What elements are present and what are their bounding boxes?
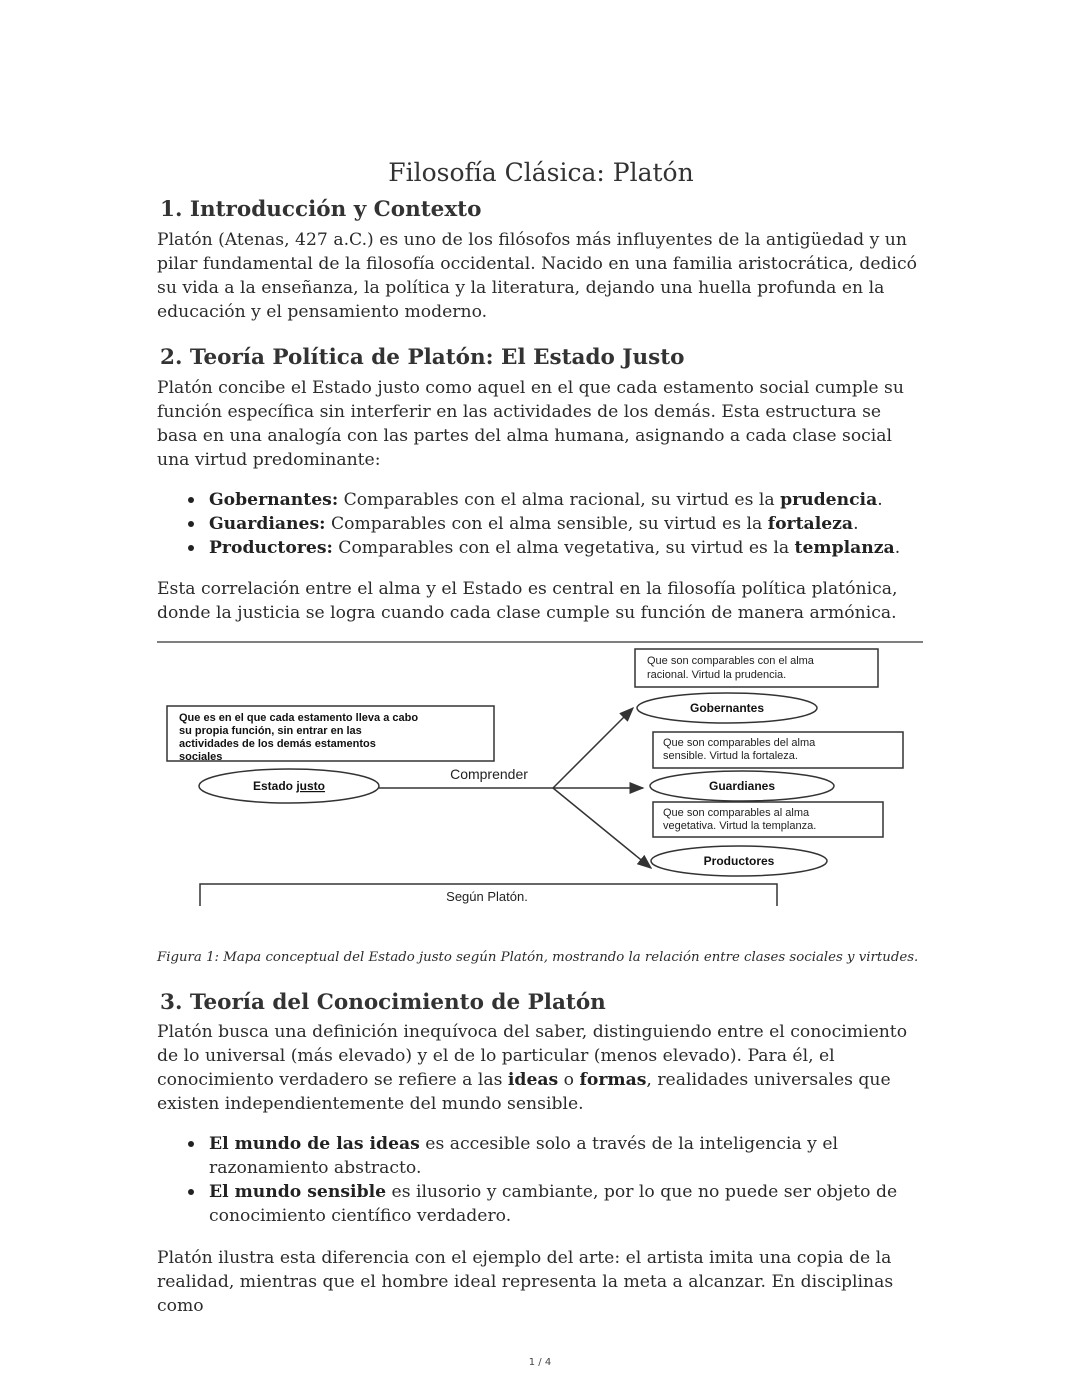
list-item: El mundo sensible es ilusorio y cambiante, por lo que no puede ser objeto de conocimiento científico verdadero.: [209, 1180, 925, 1228]
gobernantes-label: Gobernantes: [689, 701, 765, 715]
list-item: El mundo de las ideas es accesible solo a través de la inteligencia y el razonamiento abstracto.: [209, 1132, 925, 1180]
concept-map-diagram: [157, 636, 925, 912]
definition-text: Que es en el que cada estamento lleva a cabo su propia función, sin entrar en las actividades de los demás estamentos sociales: [179, 712, 419, 763]
list-item: Productores: Comparables con el alma vegetativa, su virtud es la templanza.: [209, 536, 925, 560]
page-number: 1 / 4: [528, 1357, 552, 1368]
knowledge-closing-paragraph: Platón ilustra esta diferencia con el ejemplo del arte: el artista imita una copia de la realidad, mientras que el hombre ideal representa la meta a alcanzar. En disciplinas como: [157, 1248, 894, 1316]
estado-justo-label: Estado justo: [252, 779, 326, 793]
politics-paragraph: Platón concibe el Estado justo como aquel en el que cada estamento social cumple su función específica sin interferir en las actividades de los demás. Esta estructura se basa en una analogía con las partes del alma humana, asignando a cada clase social una virtud predominante:: [157, 378, 904, 470]
productores-label: Productores: [703, 854, 775, 868]
arrow-gobernantes: [553, 708, 633, 788]
vegetativa-text: Que son comparables al alma vegetativa. Virtud la templanza.: [663, 807, 817, 832]
racional-text: Que son comparables con el alma racional. Virtud la prudencia.: [647, 655, 814, 681]
section-heading-politics: 2. Teoría Política de Platón: El Estado Justo: [160, 345, 685, 370]
figure-caption: Figura 1: Mapa conceptual del Estado justo según Platón, mostrando la relación entre clases sociales y virtudes.: [157, 950, 919, 965]
list-item: Gobernantes: Comparables con el alma racional, su virtud es la prudencia.: [209, 488, 925, 512]
segun-label: Según Platón.: [446, 889, 528, 904]
page-title: Filosofía Clásica: Platón: [388, 158, 694, 187]
section-heading-knowledge: 3. Teoría del Conocimiento de Platón: [160, 990, 606, 1015]
comprender-label: Comprender: [450, 766, 528, 782]
intro-paragraph: Platón (Atenas, 427 a.C.) es uno de los filósofos más influyentes de la antigüedad y un pilar fundamental de la filosofía occidental. Nacido en una familia aristocrática, dedicó su vida a la enseñanza, la política y la literatura, dejando una huella profunda en la educación y el pensamiento moderno.: [157, 230, 917, 322]
classes-list: [209, 488, 925, 560]
politics-closing-paragraph: Esta correlación entre el alma y el Estado es central en la filosofía política platónica, donde la justicia se logra cuando cada clase cumple su función de manera armónica.: [157, 579, 898, 623]
list-item: Guardianes: Comparables con el alma sensible, su virtud es la fortaleza.: [209, 512, 925, 536]
guardianes-label: Guardianes: [708, 779, 776, 793]
sensible-text: Que son comparables del alma sensible. Virtud la fortaleza.: [663, 737, 816, 762]
worlds-list: [209, 1132, 925, 1228]
section-heading-intro: 1. Introducción y Contexto: [160, 197, 482, 222]
arrow-productores: [553, 788, 651, 868]
knowledge-paragraph: Platón busca una definición inequívoca del saber, distinguiendo entre el conocimiento de lo universal (más elevado) y el de lo particular (menos elevado). Para él, el conocimiento verdadero se refiere a las ideas o formas, realidades universales que existen independientemente del mundo sensible.: [157, 1022, 908, 1114]
